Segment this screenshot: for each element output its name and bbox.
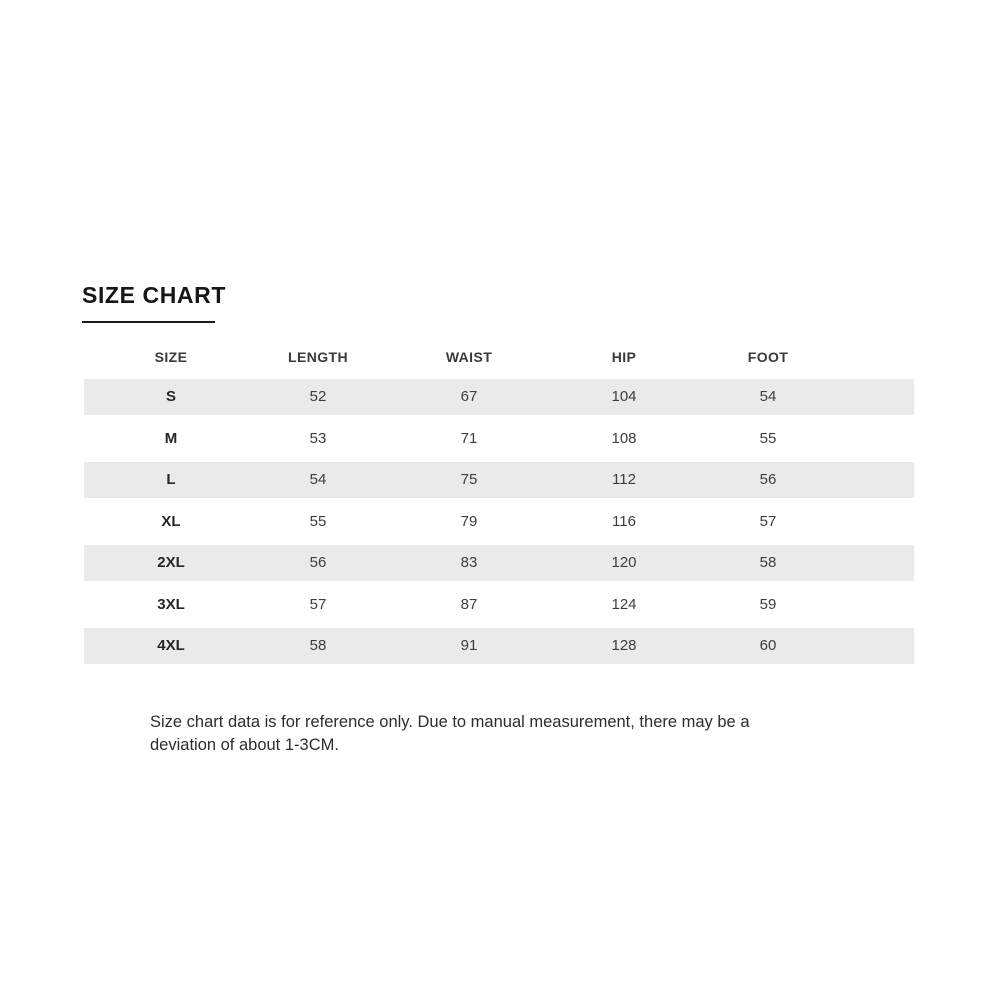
column-header-waist: WAIST bbox=[445, 349, 493, 365]
measurement-value: 112 bbox=[612, 471, 636, 489]
measurement-value: 58 bbox=[759, 554, 777, 572]
measurement-value: 54 bbox=[759, 388, 777, 406]
table-header-row bbox=[84, 338, 914, 376]
measurement-value: 54 bbox=[309, 471, 327, 489]
footnote-text: Size chart data is for reference only. Due to manual measurement, there may be a deviation of about 1-3CM. bbox=[150, 713, 750, 754]
measurement-value: 71 bbox=[460, 429, 478, 447]
size-label: S bbox=[165, 388, 176, 406]
measurement-value: 104 bbox=[611, 388, 637, 406]
size-label: XL bbox=[161, 512, 181, 530]
size-label: 3XL bbox=[157, 595, 185, 613]
title-underline bbox=[82, 321, 215, 323]
measurement-value: 91 bbox=[460, 637, 478, 655]
size-label: 4XL bbox=[157, 637, 185, 655]
page-title: SIZE CHART bbox=[82, 282, 226, 308]
size-label: M bbox=[164, 429, 178, 447]
measurement-value: 60 bbox=[759, 637, 777, 655]
measurement-value: 124 bbox=[611, 595, 637, 613]
size-label: L bbox=[166, 471, 176, 489]
measurement-value: 56 bbox=[759, 471, 777, 489]
measurement-value: 87 bbox=[460, 595, 478, 613]
measurement-value: 53 bbox=[309, 429, 327, 447]
table-row bbox=[84, 459, 914, 501]
column-header-foot: FOOT bbox=[747, 349, 789, 365]
measurement-value: 128 bbox=[611, 637, 637, 655]
table-row bbox=[84, 584, 914, 626]
size-label: 2XL bbox=[157, 554, 185, 572]
table-row bbox=[84, 376, 914, 418]
table-row bbox=[84, 501, 914, 543]
table-row bbox=[84, 418, 914, 460]
size-chart-table bbox=[84, 338, 914, 667]
measurement-value: 75 bbox=[460, 471, 478, 489]
measurement-value: 57 bbox=[759, 512, 777, 530]
measurement-value: 57 bbox=[309, 595, 327, 613]
column-header-length: LENGTH bbox=[288, 349, 348, 365]
column-header-size: SIZE bbox=[154, 349, 188, 365]
measurement-value: 55 bbox=[759, 429, 777, 447]
measurement-value: 120 bbox=[611, 554, 637, 572]
measurement-value: 56 bbox=[309, 554, 327, 572]
measurement-value: 83 bbox=[460, 554, 478, 572]
measurement-value: 59 bbox=[759, 595, 777, 613]
measurement-value: 58 bbox=[309, 637, 327, 655]
table-body bbox=[84, 376, 914, 667]
column-header-hip: HIP bbox=[611, 349, 637, 365]
measurement-value: 79 bbox=[460, 512, 478, 530]
table-row bbox=[84, 542, 914, 584]
measurement-value: 116 bbox=[612, 512, 636, 530]
measurement-value: 55 bbox=[309, 512, 327, 530]
table-row bbox=[84, 625, 914, 667]
measurement-value: 67 bbox=[460, 388, 478, 406]
measurement-value: 108 bbox=[611, 429, 637, 447]
measurement-value: 52 bbox=[309, 388, 327, 406]
